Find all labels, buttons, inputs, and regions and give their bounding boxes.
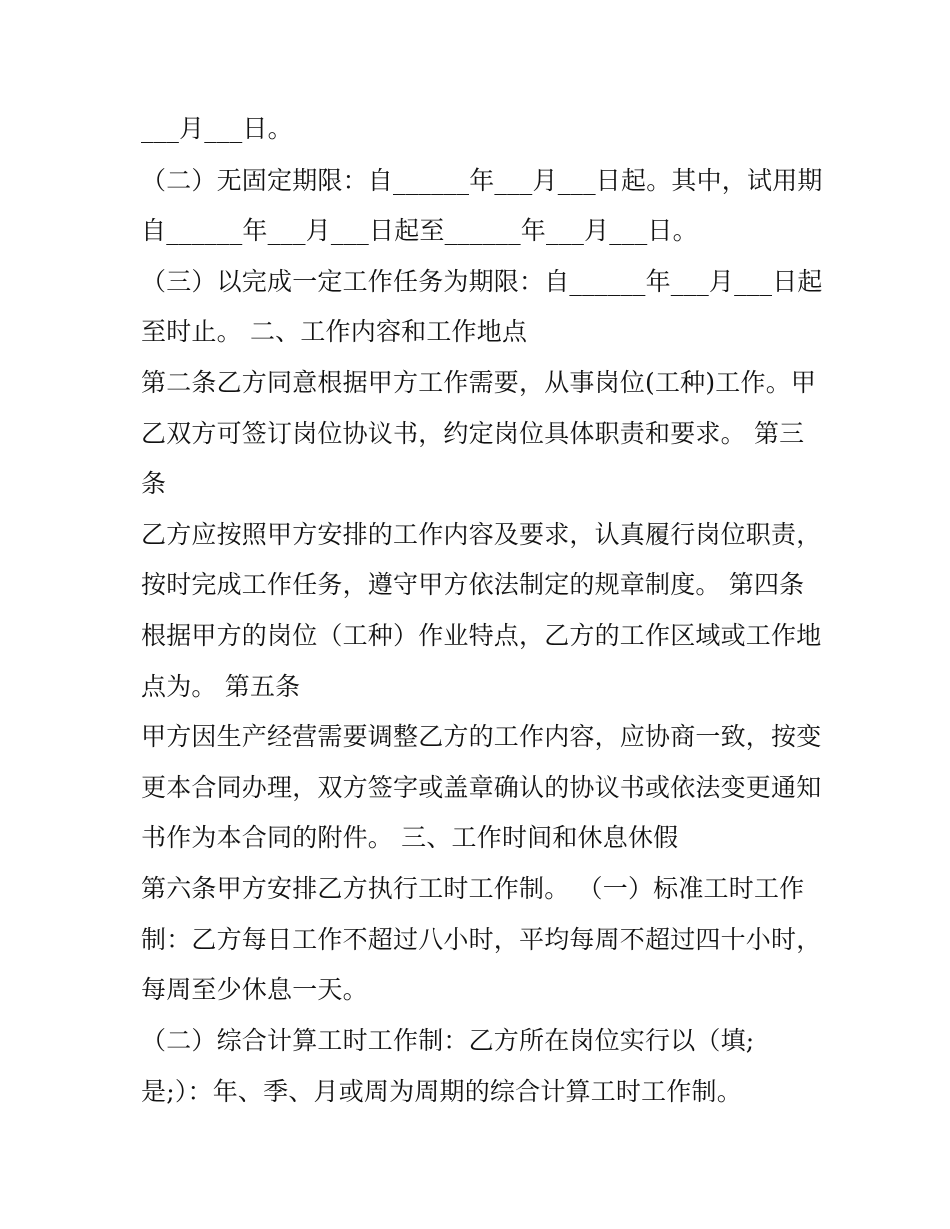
text-line: （二）无固定期限：自______年___月___日起。其中，试用期	[141, 166, 823, 195]
text-line: 乙双方可签订岗位协议书，约定岗位具体职责和要求。 第三	[141, 419, 805, 448]
text-line: 至时止。 二、工作内容和工作地点	[141, 317, 528, 346]
text-line: 甲方因生产经营需要调整乙方的工作内容，应协商一致，按变	[141, 722, 822, 751]
text-line: 根据甲方的岗位（工种）作业特点，乙方的工作区域或工作地	[141, 621, 822, 650]
text-line: 条	[141, 469, 167, 498]
text-line: 是;）：年、季、月或周为周期的综合计算工时工作制。	[141, 1077, 742, 1106]
text-line: 按时完成工作任务，遵守甲方依法制定的规章制度。 第四条	[141, 570, 805, 599]
text-line: 制：乙方每日工作不超过八小时，平均每周不超过四十小时，	[141, 925, 822, 954]
text-line: 自______年___月___日起至______年___月___日。	[141, 216, 698, 245]
text-line: ___月___日。	[141, 114, 293, 143]
text-line: 第二条乙方同意根据甲方工作需要，从事岗位(工种)工作。甲	[141, 368, 817, 397]
text-line: 乙方应按照甲方安排的工作内容及要求，认真履行岗位职责，	[141, 520, 822, 549]
text-line: 点为。 第五条	[141, 672, 301, 701]
text-line: 更本合同办理，双方签字或盖章确认的协议书或依法变更通知	[141, 773, 822, 802]
text-line: （三）以完成一定工作任务为期限：自______年___月___日起	[141, 267, 823, 296]
text-line: 书作为本合同的附件。 三、工作时间和休息休假	[141, 823, 679, 852]
text-line: 每周至少休息一天。	[141, 975, 368, 1004]
text-line: 第六条甲方安排乙方执行工时工作制。 （一）标准工时工作	[141, 874, 805, 903]
text-line: （二）综合计算工时工作制：乙方所在岗位实行以（填;	[141, 1026, 755, 1055]
